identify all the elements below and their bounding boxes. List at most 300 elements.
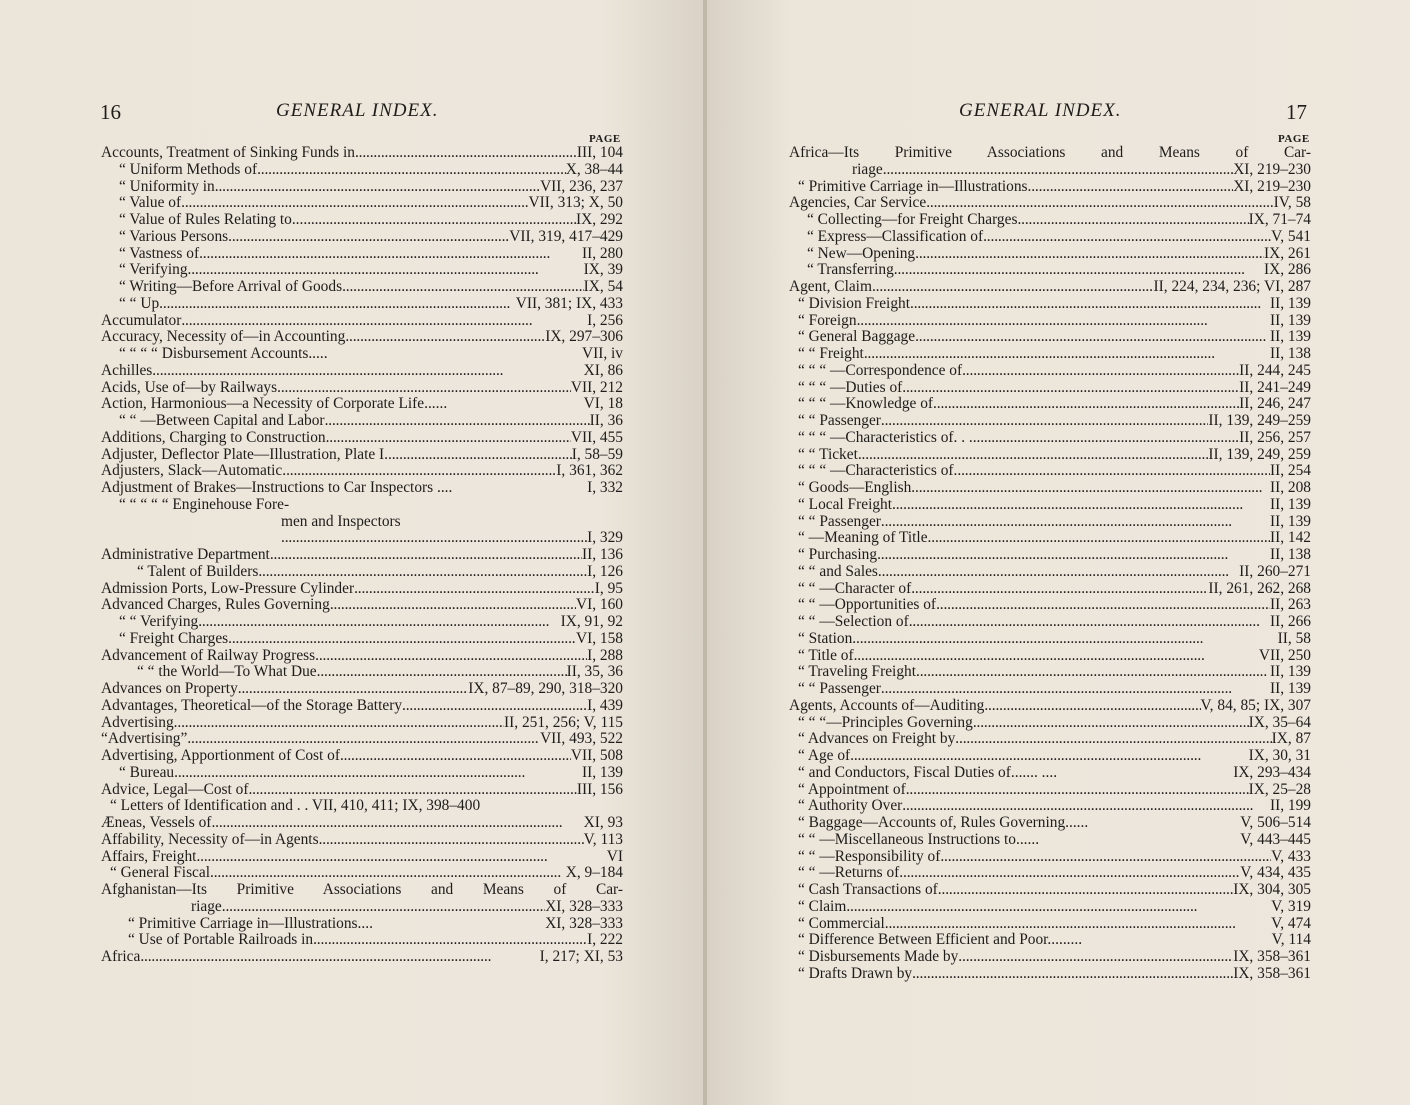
dot-leader — [902, 380, 1239, 397]
entry-heading: Administrative Department — [101, 546, 270, 563]
dot-leader — [858, 447, 1209, 464]
index-entry — [789, 212, 1311, 229]
entry-heading: “ “ “ —Characteristics of. — [798, 462, 958, 480]
index-entry — [101, 179, 623, 196]
dot-leader — [196, 849, 606, 866]
page-column-label: PAGE — [589, 133, 621, 145]
entry-heading: “ Appointment of — [798, 780, 906, 798]
entry-heading: “ Advances on Freight by — [798, 730, 956, 748]
entry-reference: VI — [606, 847, 623, 865]
running-head-text: GENERAL INDEX. — [959, 100, 1122, 121]
dot-leader — [883, 162, 1233, 179]
index-entry — [101, 262, 623, 279]
index-entry — [789, 966, 1311, 983]
entry-reference: IX, 261 — [1263, 244, 1311, 262]
entry-heading: Advances on Property — [101, 680, 238, 697]
index-entries — [789, 145, 1311, 983]
entry-heading: Additions, Charging to Construction — [101, 428, 326, 446]
dot-leader — [912, 966, 1233, 983]
index-entry — [789, 798, 1311, 815]
dot-leader — [885, 916, 1271, 933]
entry-reference: VII, 319, 417–429 — [509, 227, 623, 245]
entry-reference: IX, 91, 92 — [560, 613, 623, 630]
index-entry — [101, 664, 623, 681]
index-entry — [789, 782, 1311, 799]
entry-reference: II, 58 — [1277, 629, 1311, 647]
dot-leader — [1017, 212, 1248, 229]
entry-reference: I, 288 — [587, 646, 623, 664]
entry-heading: “ Disbursements Made by — [798, 948, 959, 965]
dot-leader — [326, 430, 571, 447]
index-entry — [789, 296, 1311, 313]
entry-reference: V, 114 — [1271, 931, 1311, 949]
entry-heading: “ Age of — [798, 747, 851, 764]
dot-leader — [973, 430, 1239, 447]
index-entry — [101, 530, 623, 547]
entry-heading: Adjusters, Slack—Automatic. — [101, 462, 287, 480]
entry-reference: II, 263 — [1269, 596, 1311, 614]
entry-reference: II, 139 — [1269, 328, 1311, 346]
entry-heading: “ Primitive Carriage in—Illustrations — [798, 177, 1028, 195]
entry-reference: VII, 212 — [570, 378, 623, 396]
entry-reference: V, 474 — [1271, 914, 1311, 932]
entry-reference: V, 506–514 — [1240, 814, 1311, 831]
entry-reference: II, 139 — [1269, 512, 1311, 530]
entry-heading: Advantages, Theoretical—of the Storage Battery — [101, 696, 403, 714]
index-entry — [101, 145, 623, 162]
entry-heading: Agent, Claim — [789, 278, 872, 295]
entry-reference: I, 58–59 — [571, 445, 623, 463]
index-entry — [101, 463, 623, 480]
entry-reference: II, 139 — [1269, 294, 1311, 312]
running-head-text: GENERAL INDEX. — [276, 100, 439, 121]
entry-heading: “ Verifying — [119, 261, 188, 279]
entry-reference: I, 95 — [594, 579, 623, 597]
entry-heading: “ “ Passenger — [798, 512, 881, 530]
entry-heading: “ “ the World—To What Due — [137, 663, 317, 681]
index-entry — [789, 279, 1311, 296]
entry-heading: “ Bureau — [119, 763, 175, 781]
dot-leader — [281, 530, 587, 547]
entry-heading: Afghanistan—Its Primitive Associations and Means of Car- — [101, 881, 623, 898]
entry-reference: IX, 293–434 — [1233, 763, 1311, 781]
dot-leader — [248, 782, 576, 799]
entry-reference: IX, 292 — [575, 211, 623, 228]
index-entry — [101, 614, 623, 631]
entry-heading: “ “ —Character of — [798, 579, 912, 597]
dot-leader — [277, 380, 571, 397]
index-entry — [789, 849, 1311, 866]
entry-heading: “ “ Up — [119, 294, 160, 312]
dot-leader — [854, 648, 1259, 665]
index-entry — [101, 430, 623, 447]
dot-leader — [211, 815, 583, 832]
entry-reference: II, 246, 247 — [1239, 395, 1311, 413]
entry-reference: V, 443–445 — [1240, 830, 1311, 848]
entry-reference: VII, 381; IX, 433 — [515, 294, 623, 312]
index-entry — [101, 480, 623, 497]
entry-reference: IX, 30, 31 — [1248, 747, 1311, 764]
entry-reference: II, 224, 234, 236; VI, 287 — [1153, 278, 1311, 295]
index-entry — [101, 916, 623, 933]
dot-leader — [928, 530, 1270, 547]
dot-leader — [388, 447, 572, 464]
entry-heading: “ Writing—Before Arrival of Goods — [119, 278, 343, 295]
dot-leader — [187, 731, 540, 748]
entry-heading: “ Uniformity in — [119, 177, 215, 195]
entry-heading: Achilles — [101, 361, 153, 379]
index-entry — [789, 413, 1311, 430]
entry-reference: I, 217; XI, 53 — [539, 948, 623, 965]
entry-reference: II, 139 — [1269, 663, 1311, 681]
dot-leader — [198, 614, 560, 631]
entry-heading: “ Value of Rules Relating to.... — [119, 211, 308, 228]
entry-reference: I, 361, 362 — [556, 462, 623, 480]
entry-heading: “ New—Opening — [807, 244, 916, 262]
running-head — [276, 100, 438, 122]
index-entry — [101, 798, 623, 815]
entry-heading: “Advertising” — [101, 730, 188, 748]
dot-leader — [342, 279, 584, 296]
dot-leader — [238, 681, 468, 698]
index-entry — [101, 815, 623, 832]
index-entry — [789, 246, 1311, 263]
entry-heading: “ “ “ —Correspondence of — [798, 361, 963, 379]
entry-reference: I, 256 — [587, 311, 623, 329]
entry-reference: IV, 58 — [1273, 194, 1311, 212]
dot-leader — [955, 731, 1271, 748]
dot-leader — [325, 413, 590, 430]
dot-leader — [210, 865, 566, 882]
entry-heading: riage — [191, 897, 222, 915]
dot-leader — [222, 899, 545, 916]
entry-heading: Agencies, Car Service — [789, 194, 927, 212]
dot-leader — [315, 648, 587, 665]
index-entry — [101, 631, 623, 648]
index-entry — [101, 229, 623, 246]
entry-reference: XI, 328–333 — [545, 914, 623, 932]
entry-heading: Adjuster, Deflector Plate—Illustration, Plate I. — [101, 445, 389, 463]
entry-reference: V, 433 — [1271, 847, 1311, 865]
entry-heading: “ Freight Charges — [119, 629, 229, 647]
index-entry — [789, 313, 1311, 330]
dot-leader — [402, 698, 587, 715]
entry-heading: “ “ —Selection of — [798, 613, 909, 630]
dot-leader — [911, 480, 1270, 497]
dot-leader — [188, 262, 584, 279]
entry-heading: “ Cash Transactions of — [798, 881, 938, 898]
index-entry — [789, 430, 1311, 447]
index-entry — [789, 631, 1311, 648]
dot-leader — [881, 514, 1270, 531]
index-entry — [789, 715, 1311, 732]
index-entry — [789, 815, 1311, 832]
entry-reference: II, 138 — [1269, 345, 1311, 362]
entry-heading: “ and Conductors, Fiscal Duties of....... .... — [798, 763, 1058, 781]
dot-leader — [1028, 179, 1234, 196]
index-entry — [789, 396, 1311, 413]
entry-reference: II, 241–249 — [1239, 378, 1311, 396]
entry-reference: IX, 25–28 — [1248, 780, 1311, 798]
dot-leader — [228, 229, 509, 246]
entry-reference: VI, 160 — [575, 596, 623, 614]
left-page — [0, 0, 703, 1105]
index-entry — [789, 463, 1311, 480]
entry-heading: “ “ Ticket — [798, 445, 858, 463]
index-entry — [101, 363, 623, 380]
index-entry — [789, 229, 1311, 246]
dot-leader — [852, 631, 1277, 648]
running-head — [959, 100, 1121, 122]
index-entry — [789, 899, 1311, 916]
entry-heading: Action, Harmonious—a Necessity of Corporate Life...... — [101, 395, 448, 413]
index-entry — [789, 681, 1311, 698]
dot-leader — [257, 162, 566, 179]
page-column-label: PAGE — [1278, 133, 1310, 145]
entry-heading: “ —Meaning of Title — [798, 529, 928, 547]
entry-reference: IX, 297–306 — [545, 328, 623, 346]
entry-heading: “ “ Freight — [798, 345, 864, 362]
dot-leader — [909, 614, 1270, 631]
entry-reference: II, 261, 262, 268 — [1208, 579, 1311, 597]
dot-leader — [892, 497, 1270, 514]
index-entry — [789, 195, 1311, 212]
entry-heading: Æneas, Vessels of — [101, 814, 212, 831]
dot-leader — [936, 597, 1270, 614]
dot-leader — [940, 849, 1271, 866]
index-entry — [101, 514, 623, 531]
entry-heading: “ General Baggage — [798, 328, 916, 346]
dot-leader — [313, 932, 587, 949]
entry-heading: Adjustment of Brakes—Instructions to Car Inspectors .... — [101, 479, 453, 496]
index-entry — [101, 782, 623, 799]
entry-heading: “ Uniform Methods of — [119, 160, 258, 178]
dot-leader — [938, 882, 1233, 899]
entry-reference: VII, 508 — [570, 747, 623, 764]
entry-heading: “ Use of Portable Railroads in — [128, 931, 314, 949]
index-entry — [101, 731, 623, 748]
entry-heading: “ Station — [798, 629, 853, 647]
entry-heading: “ “ Passenger — [798, 412, 881, 429]
dot-leader — [345, 329, 545, 346]
entry-heading: “ Drafts Drawn by — [798, 964, 913, 982]
dot-leader — [958, 949, 1233, 966]
dot-leader — [864, 346, 1270, 363]
dot-leader — [340, 748, 571, 765]
index-entry — [789, 949, 1311, 966]
index-entries — [101, 145, 623, 966]
index-entry — [789, 748, 1311, 765]
dot-leader — [330, 597, 576, 614]
dot-leader — [181, 313, 587, 330]
entry-heading: Advanced Charges, Rules Governing — [101, 596, 330, 614]
entry-reference: XI, 219–230 — [1233, 177, 1311, 195]
index-entry — [101, 413, 623, 430]
entry-heading: riage — [852, 160, 883, 178]
index-entry — [101, 949, 623, 966]
index-entry — [101, 849, 623, 866]
dot-leader — [174, 765, 582, 782]
index-entry — [101, 195, 623, 212]
dot-leader — [215, 179, 540, 196]
index-entry — [101, 329, 623, 346]
dot-leader — [962, 363, 1239, 380]
entry-reference: XI, 219–230 — [1233, 160, 1311, 178]
dot-leader — [846, 899, 1271, 916]
dot-leader — [894, 262, 1264, 279]
index-entry — [101, 648, 623, 665]
entry-reference: IX, 286 — [1263, 261, 1311, 279]
index-entry — [101, 765, 623, 782]
index-entry — [789, 329, 1311, 346]
entry-reference: II, 256, 257 — [1239, 428, 1311, 446]
entry-heading: Affability, Necessity of—in Agents — [101, 830, 319, 848]
entry-reference: II, 199 — [1269, 797, 1311, 815]
index-entry — [101, 832, 623, 849]
dot-leader — [933, 396, 1239, 413]
dot-leader — [258, 564, 587, 581]
entry-reference: II, 142 — [1269, 529, 1311, 547]
entry-reference: IX, 39 — [583, 261, 623, 279]
entry-heading: “ Division Freight — [798, 294, 911, 312]
index-entry — [101, 396, 623, 413]
index-entry — [101, 748, 623, 765]
dot-leader — [319, 832, 584, 849]
index-entry — [101, 698, 623, 715]
entry-reference: IX, 54 — [583, 278, 623, 295]
index-entry — [789, 363, 1311, 380]
index-entry — [789, 648, 1311, 665]
entry-reference: II, 138 — [1269, 546, 1311, 563]
dot-leader — [355, 145, 577, 162]
index-entry — [101, 564, 623, 581]
entry-heading: “ Claim — [798, 897, 847, 915]
entry-heading: “ Goods—English — [798, 479, 912, 496]
index-entry — [101, 715, 623, 732]
entry-reference: I, 439 — [587, 696, 623, 714]
entry-reference: V, 319 — [1271, 897, 1311, 915]
index-entry — [789, 664, 1311, 681]
index-entry — [101, 882, 623, 899]
index-entry — [789, 480, 1311, 497]
entry-heading: “ Title of — [798, 646, 854, 664]
entry-reference: IX, 35–64 — [1248, 713, 1311, 731]
index-entry — [101, 932, 623, 949]
dot-leader — [899, 865, 1240, 882]
dot-leader — [973, 715, 1249, 732]
entry-heading: “ “ and Sales — [798, 562, 878, 580]
dot-leader — [957, 463, 1270, 480]
dot-leader — [286, 463, 556, 480]
entry-heading: “ Foreign — [798, 311, 857, 329]
entry-heading: Acids, Use of—by Railways — [101, 378, 278, 396]
entry-reference: VII, iv — [581, 345, 623, 362]
index-entry — [101, 346, 623, 363]
dot-leader — [916, 664, 1270, 681]
entry-reference: VI, 158 — [575, 629, 623, 647]
entry-reference: II, 136 — [581, 546, 623, 563]
entry-reference: VII, 250 — [1258, 646, 1311, 664]
entry-reference: II, 139 — [581, 763, 623, 781]
index-entry — [789, 530, 1311, 547]
index-entry — [789, 916, 1311, 933]
index-entry — [101, 313, 623, 330]
entry-reference: V, 434, 435 — [1240, 864, 1311, 882]
entry-reference: IX, 358–361 — [1233, 964, 1311, 982]
index-entry — [101, 681, 623, 698]
dot-leader — [181, 195, 528, 212]
entry-heading: “ Purchasing — [798, 546, 878, 563]
entry-heading: “ Value of — [119, 194, 182, 212]
entry-reference: II, 254 — [1269, 462, 1311, 480]
entry-reference: VII, 455 — [570, 428, 623, 446]
dot-leader — [877, 547, 1270, 564]
entry-heading: “ “ “—Principles Governing — [798, 713, 973, 731]
index-entry — [789, 380, 1311, 397]
page-number: 17 — [1286, 100, 1307, 124]
entry-heading: “ Commercial — [798, 914, 885, 932]
index-entry — [101, 581, 623, 598]
entry-heading: Accumulator — [101, 311, 182, 329]
entry-heading: “ Collecting—for Freight Charges — [807, 211, 1018, 228]
entry-heading: “ Baggage—Accounts of, Rules Governing...... — [798, 814, 1089, 831]
index-entry — [789, 346, 1311, 363]
index-entry — [789, 765, 1311, 782]
dot-leader — [902, 798, 1270, 815]
entry-heading: “ “ —Returns of — [798, 864, 900, 882]
entry-heading: “ Difference Between Efficient and Poor......... — [798, 931, 1083, 949]
entry-reference: VI, 18 — [583, 395, 623, 413]
entry-reference: II, 251, 256; V, 115 — [504, 713, 623, 731]
entry-heading: “ Traveling Freight — [798, 663, 916, 681]
entry-reference: IX, 358–361 — [1233, 948, 1311, 965]
index-entry — [789, 514, 1311, 531]
index-entry — [789, 882, 1311, 899]
entry-reference: II, 260–271 — [1239, 562, 1311, 580]
entry-heading: “ “ —Between Capital and Labor — [119, 412, 325, 429]
entry-heading: “ “ Passenger — [798, 680, 881, 697]
entry-heading: “ “ —Miscellaneous Instructions to...... — [798, 830, 1040, 848]
entry-heading: “ Transferring — [807, 261, 894, 279]
dot-leader — [174, 715, 504, 732]
entry-reference: V, 541 — [1271, 227, 1311, 245]
index-entry — [101, 380, 623, 397]
entry-heading: “ Talent of Builders — [137, 562, 259, 580]
dot-leader — [857, 313, 1270, 330]
entry-reference: V, 113 — [583, 830, 623, 848]
entry-reference: XI, 328–333 — [545, 897, 623, 915]
index-entry — [101, 162, 623, 179]
entry-heading: “ Authority Over — [798, 797, 903, 815]
dot-leader — [911, 581, 1208, 598]
dot-leader — [140, 949, 539, 966]
index-entry — [789, 262, 1311, 279]
dot-leader — [152, 363, 583, 380]
dot-leader — [354, 581, 595, 598]
entry-heading: “ “ “ “ “ Enginehouse Fore- — [119, 495, 290, 513]
entry-heading: Advertising — [101, 713, 174, 731]
dot-leader — [270, 547, 582, 564]
entry-reference: X, 9–184 — [565, 864, 623, 882]
entry-reference: II, 266 — [1269, 613, 1311, 630]
dot-leader — [926, 195, 1273, 212]
dot-leader — [906, 782, 1249, 799]
index-entry — [101, 246, 623, 263]
entry-heading: “ “ Verifying — [119, 613, 199, 630]
dot-leader — [317, 664, 567, 681]
entry-reference: IX, 87 — [1271, 730, 1311, 748]
entry-reference: II, 139, 249–259 — [1208, 412, 1311, 429]
